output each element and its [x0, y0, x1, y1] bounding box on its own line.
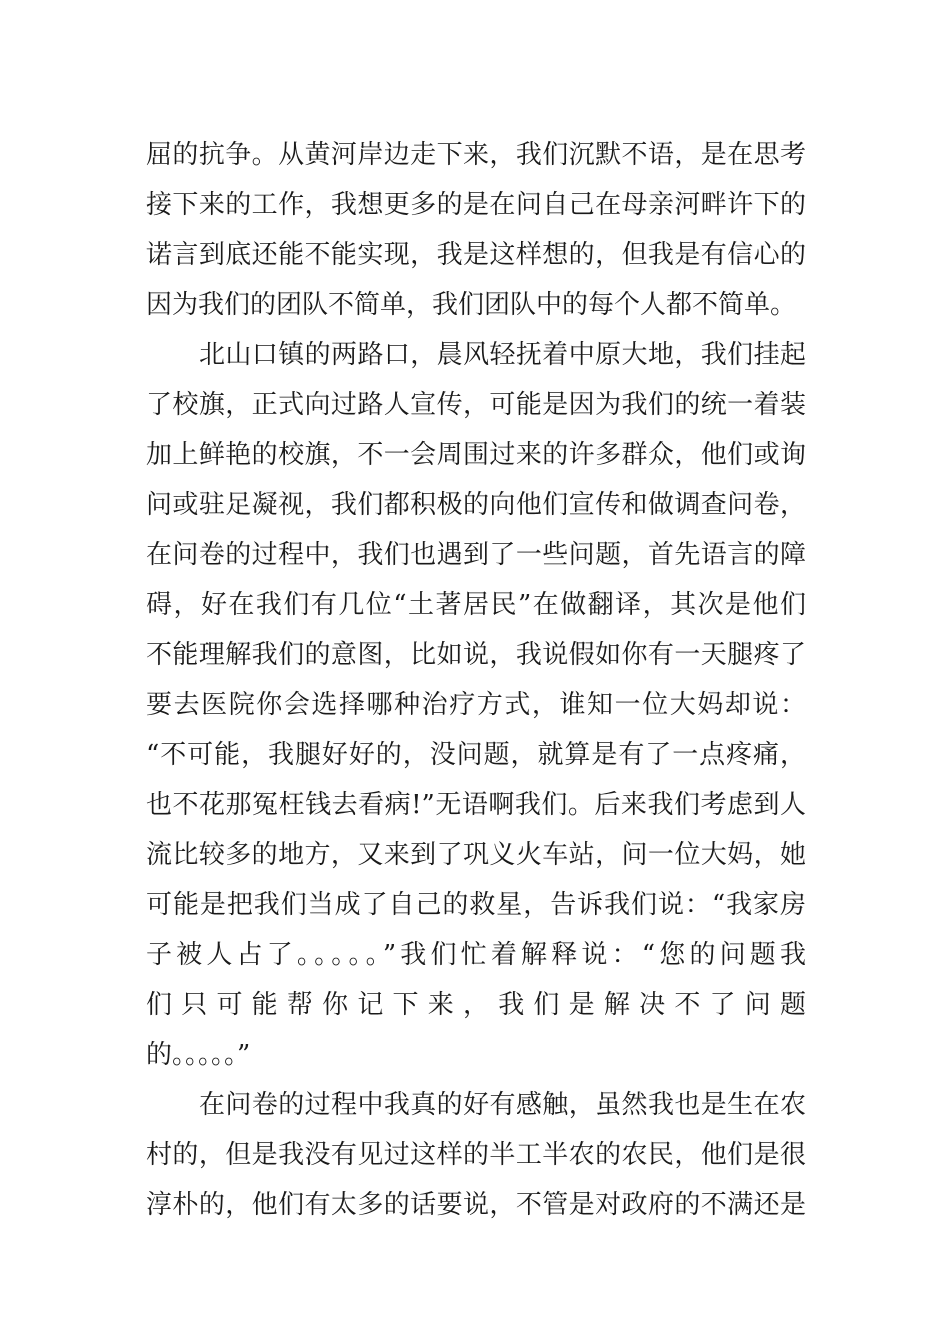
- paragraph: [146, 130, 806, 330]
- text-line: 屈的抗争。从黄河岸边走下来，我们沉默不语，是在思考: [146, 140, 806, 170]
- document-body: [146, 130, 806, 1230]
- text-line: 也不花那冤枉钱去看病!”无语啊我们。后来我们考虑到人: [146, 790, 806, 820]
- text-line: 流比较多的地方，又来到了巩义火车站，问一位大妈，她: [146, 840, 806, 870]
- text-line: 加上鲜艳的校旗，不一会周围过来的许多群众，他们或询: [146, 440, 806, 470]
- text-line: 接下来的工作，我想更多的是在问自己在母亲河畔许下的: [146, 190, 806, 220]
- text-line: 的。。。。。”: [146, 1040, 251, 1070]
- text-line: 诺言到底还能不能实现，我是这样想的，但我是有信心的: [146, 240, 806, 270]
- text-line: 了校旗，正式向过路人宣传，可能是因为我们的统一着装: [146, 390, 806, 420]
- text-line: 子被人占了。。。。。”我们忙着解释说：“您的问题我: [146, 940, 806, 970]
- text-line: 北山口镇的两路口，晨风轻抚着中原大地，我们挂起: [199, 340, 806, 370]
- text-line: 碍，好在我们有几位“土著居民”在做翻译，其次是他们: [146, 590, 806, 620]
- text-line: 可能是把我们当成了自己的救星，告诉我们说：“我家房: [146, 890, 806, 920]
- text-line: 在问卷的过程中我真的好有感触，虽然我也是生在农: [199, 1090, 806, 1120]
- paragraph: [146, 330, 806, 1080]
- text-line: 因为我们的团队不简单，我们团队中的每个人都不简单。: [146, 290, 797, 320]
- text-line: 淳朴的，他们有太多的话要说，不管是对政府的不满还是: [146, 1190, 806, 1220]
- text-line: 在问卷的过程中，我们也遇到了一些问题，首先语言的障: [146, 540, 806, 570]
- paragraph: [146, 1080, 806, 1230]
- text-line: 村的，但是我没有见过这样的半工半农的农民，他们是很: [146, 1140, 806, 1170]
- text-line: 要去医院你会选择哪种治疗方式，谁知一位大妈却说：: [146, 690, 806, 720]
- text-line: “不可能，我腿好好的，没问题，就算是有了一点疼痛，: [146, 740, 806, 770]
- text-line: 问或驻足凝视，我们都积极的向他们宣传和做调查问卷，: [146, 490, 806, 520]
- text-line: 不能理解我们的意图，比如说，我说假如你有一天腿疼了: [146, 640, 806, 670]
- text-line: 们只可能帮你记下来，我们是解决不了问题: [146, 990, 806, 1020]
